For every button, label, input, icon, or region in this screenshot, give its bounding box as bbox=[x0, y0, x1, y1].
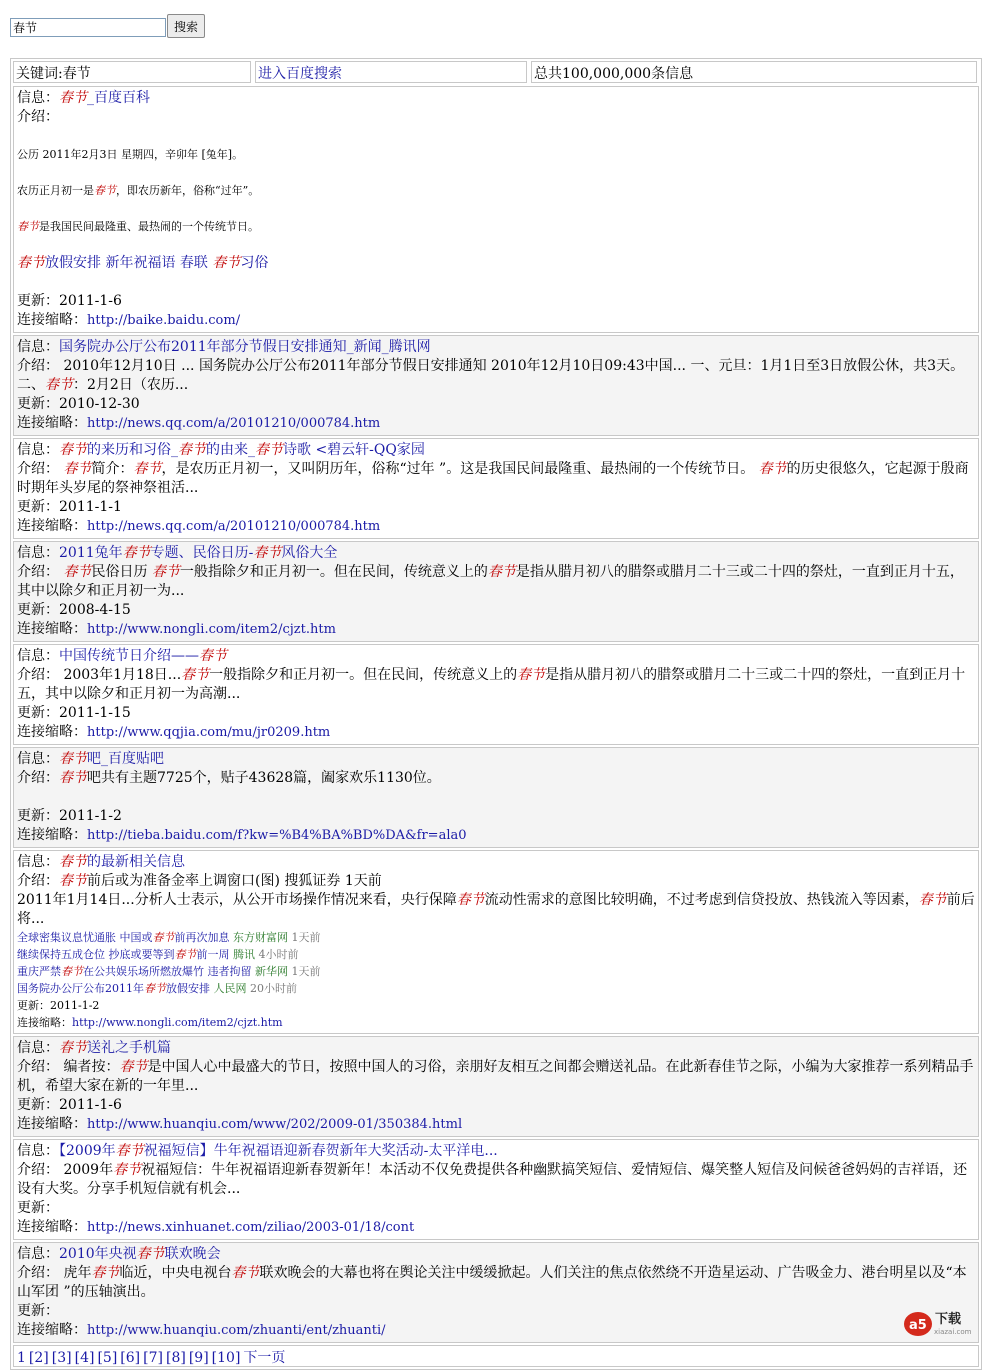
result-title-link[interactable] bbox=[59, 90, 150, 106]
next-page-link[interactable]: 下一页 bbox=[243, 1350, 286, 1366]
field-label: 信息： bbox=[17, 751, 59, 767]
update-date: 2008-4-15 bbox=[59, 602, 131, 618]
keyword-highlight: 春节 bbox=[63, 461, 92, 477]
text-fragment: 虎年 bbox=[59, 1265, 92, 1281]
text-fragment: 祝福短信】牛年祝福语迎新春贺新年大奖活动-太平洋电... bbox=[143, 1143, 498, 1159]
result-title-link[interactable] bbox=[59, 339, 431, 355]
news-item[interactable] bbox=[17, 980, 976, 997]
result-url-line bbox=[17, 517, 976, 536]
result-title-line bbox=[17, 1245, 976, 1264]
field-label: 连接缩略： bbox=[17, 1322, 87, 1338]
page-link[interactable]: [2] bbox=[28, 1350, 49, 1366]
text-fragment: 国务院办公厅公布2011年部分节假日安排通知_新闻_腾讯网 bbox=[59, 339, 431, 355]
text-fragment: 的历史很悠久，它起源于殷商时期年头岁尾的祭神祭祖活... bbox=[17, 461, 969, 496]
text-fragment: 2011年1月14日...分析人士表示，从公开市场操作情况来看，央行保障 bbox=[17, 892, 457, 908]
news-item[interactable] bbox=[17, 946, 976, 963]
field-label: 介绍： bbox=[17, 358, 59, 374]
baidu-search-cell bbox=[255, 61, 527, 83]
spacer bbox=[17, 163, 976, 182]
field-label: 连接缩略： bbox=[17, 1219, 87, 1235]
text-fragment: 前后将... bbox=[17, 892, 975, 927]
result-url[interactable]: http://news.xinhuanet.com/ziliao/2003-01/18/cont bbox=[87, 1220, 415, 1235]
update-date: 2011-1-15 bbox=[59, 705, 131, 721]
text-fragment: 送礼之手机篇 bbox=[87, 1040, 171, 1056]
news-source: 东方财富网 bbox=[233, 931, 288, 944]
result-title-link[interactable] bbox=[59, 751, 164, 767]
result-url-line bbox=[17, 311, 976, 330]
page-link[interactable]: [5] bbox=[97, 1350, 118, 1366]
field-label: 连接缩略： bbox=[17, 1116, 87, 1132]
field-label: 介绍： bbox=[17, 564, 59, 580]
result-url-line bbox=[17, 1115, 976, 1134]
page-link[interactable]: [3] bbox=[51, 1350, 72, 1366]
text-fragment: 放假安排 新年祝福语 春联 bbox=[45, 255, 213, 271]
field-label: 信息： bbox=[17, 1040, 59, 1056]
field-label: 连接缩略： bbox=[17, 415, 87, 431]
text-fragment: 一般指除夕和正月初一。但在民间，传统意义上的 bbox=[179, 564, 488, 580]
news-source: 腾讯 bbox=[233, 948, 255, 961]
page-link[interactable]: [7] bbox=[143, 1350, 163, 1366]
result-intro bbox=[17, 1264, 976, 1302]
update-date: 2011-1-6 bbox=[59, 1097, 122, 1113]
result-title-line bbox=[17, 441, 976, 460]
result-intro bbox=[17, 357, 976, 395]
keyword-highlight: 春节 bbox=[119, 1059, 148, 1075]
news-age: 1天前 bbox=[340, 873, 382, 889]
result-item bbox=[13, 438, 979, 539]
text-fragment: 放假安排 bbox=[166, 982, 214, 995]
text-fragment: 农历正月初一是 bbox=[17, 184, 94, 197]
keyword-highlight: 春节 bbox=[151, 564, 180, 580]
pagination bbox=[13, 1345, 979, 1367]
keyword-highlight: 春节 bbox=[212, 255, 241, 271]
field-label: 信息： bbox=[17, 442, 59, 458]
field-label: 信息： bbox=[17, 854, 59, 870]
page-link[interactable]: [4] bbox=[74, 1350, 95, 1366]
keyword-highlight: 春节 bbox=[59, 442, 87, 458]
result-date bbox=[17, 807, 976, 826]
result-title-line bbox=[17, 853, 976, 872]
update-date: 2011-1-1 bbox=[59, 499, 122, 515]
result-title-line bbox=[17, 338, 976, 357]
text-fragment: 是指从腊月初八的腊祭或腊月二十三或二十四的祭灶，一直到正月十五，其中以除夕和正月初一为... bbox=[17, 564, 964, 599]
result-title-line bbox=[17, 1142, 976, 1161]
spacer bbox=[17, 273, 976, 292]
text-fragment: 的由来_ bbox=[206, 442, 255, 458]
result-date bbox=[17, 292, 976, 311]
field-label: 更新： bbox=[17, 499, 59, 515]
keyword-label: 关键词:春节 bbox=[13, 61, 251, 83]
keyword-highlight: 春节 bbox=[231, 1265, 260, 1281]
result-url[interactable]: http://tieba.baidu.com/f?kw=%B4%BA%BD%DA&fr=ala0 bbox=[87, 828, 467, 843]
keyword-highlight: 春节 bbox=[758, 461, 787, 477]
text-fragment: _百度百科 bbox=[87, 90, 150, 106]
result-title-link[interactable] bbox=[59, 545, 337, 561]
text-fragment: 在公共娱乐场所燃放爆竹 违者拘留 bbox=[83, 965, 255, 978]
field-label: 介绍： bbox=[17, 873, 59, 889]
text-fragment: 是中国人心中最盛大的节日，按照中国人的习俗，亲朋好友相互之间都会赠送礼品。在此新春佳节之际，小编为大家推荐一系列精品手机，希望大家在新的一年里... bbox=[17, 1059, 974, 1094]
keyword-highlight: 春节 bbox=[199, 648, 227, 664]
result-date bbox=[17, 1096, 976, 1115]
text-fragment: 国务院办公厅公布2011年 bbox=[17, 982, 144, 995]
keyword-highlight: 春节 bbox=[115, 1143, 144, 1159]
related-links[interactable] bbox=[17, 254, 976, 273]
update-date: 2011-1-6 bbox=[59, 293, 122, 309]
result-intro bbox=[17, 1161, 976, 1199]
field-label: 连接缩略： bbox=[17, 621, 87, 637]
text-fragment: 公历 2011年2月3日 星期四，辛卯年 [兔年]。 bbox=[17, 148, 244, 161]
field-label: 信息： bbox=[17, 1143, 59, 1159]
result-title-link[interactable] bbox=[59, 854, 185, 870]
keyword-highlight: 春节 bbox=[59, 90, 87, 106]
result-date bbox=[17, 704, 976, 723]
keyword-highlight: 春节 bbox=[59, 751, 87, 767]
result-item bbox=[13, 86, 979, 333]
result-title-link[interactable] bbox=[59, 1143, 498, 1159]
result-url[interactable]: http://baike.baidu.com/ bbox=[87, 313, 241, 328]
keyword-highlight: 春节 bbox=[136, 1246, 165, 1262]
result-title-line bbox=[17, 544, 976, 563]
result-url[interactable]: http://www.huanqiu.com/zhuanti/ent/zhuanti/ bbox=[87, 1323, 386, 1338]
news-item[interactable] bbox=[17, 929, 976, 946]
result-intro bbox=[17, 1058, 976, 1096]
text-fragment: ：2月2日（农历... bbox=[73, 377, 189, 393]
news-age: 20小时前 bbox=[246, 982, 297, 995]
result-date bbox=[17, 395, 976, 414]
text-fragment: 一般指除夕和正月初一。但在民间，传统意义上的 bbox=[209, 667, 518, 683]
result-url[interactable]: http://news.qq.com/a/20101210/000784.htm bbox=[87, 416, 381, 431]
keyword-highlight: 春节 bbox=[487, 564, 516, 580]
keyword-highlight: 春节 bbox=[59, 1040, 87, 1056]
result-intro-line bbox=[17, 108, 976, 127]
spacer bbox=[17, 235, 976, 254]
result-list bbox=[11, 86, 981, 1343]
text-fragment: 2009年 bbox=[59, 1162, 114, 1178]
text-fragment: 是指从腊月初八的腊祭或腊月二十三或二十四的祭灶，一直到正月十五，其中以除夕和正月初一为高潮... bbox=[17, 667, 966, 702]
result-title-line bbox=[17, 750, 976, 769]
news-source: 搜狐证券 bbox=[284, 873, 341, 889]
field-label: 更新： bbox=[17, 602, 59, 618]
text-fragment: 【2009年 bbox=[59, 1143, 116, 1159]
result-title-link[interactable] bbox=[59, 1040, 171, 1056]
text-fragment: 风俗大全 bbox=[281, 545, 338, 561]
field-label: 更新： bbox=[17, 999, 50, 1012]
text-fragment: 民俗日历 bbox=[91, 564, 152, 580]
result-url[interactable]: http://www.huanqiu.com/www/202/2009-01/350384.html bbox=[87, 1117, 463, 1132]
text-fragment: 的最新相关信息 bbox=[87, 854, 185, 870]
field-label: 更新： bbox=[17, 1303, 59, 1319]
results-table bbox=[10, 58, 982, 1370]
spacer bbox=[17, 127, 976, 146]
text-fragment: 2010年央视 bbox=[59, 1246, 137, 1262]
result-item bbox=[13, 850, 979, 1034]
field-label: 介绍： bbox=[17, 1059, 59, 1075]
field-label: 信息： bbox=[17, 648, 59, 664]
result-date bbox=[17, 498, 976, 517]
field-label: 介绍： bbox=[17, 461, 59, 477]
text-fragment: 祝福短信：牛年祝福语迎新春贺新年！本活动不仅免费提供各种幽默搞笑短信、爱情短信、爆笑整人短信及问候爸爸妈妈的吉祥语，还设有大奖。分享手机短信就有机会... bbox=[17, 1162, 968, 1197]
result-intro bbox=[17, 666, 976, 704]
text-fragment: 习俗 bbox=[240, 255, 269, 271]
result-item bbox=[13, 541, 979, 642]
keyword-highlight: 春节 bbox=[94, 184, 116, 197]
result-url-line bbox=[17, 723, 976, 742]
search-input[interactable] bbox=[10, 18, 166, 37]
field-label: 介绍： bbox=[17, 109, 59, 125]
field-label: 连接缩略： bbox=[17, 1016, 72, 1029]
result-intro bbox=[17, 460, 976, 498]
result-url-line bbox=[17, 1321, 976, 1340]
result-date bbox=[17, 601, 976, 620]
field-label: 信息： bbox=[17, 90, 59, 106]
result-url-line bbox=[17, 826, 976, 845]
news-age: 4小时前 bbox=[255, 948, 299, 961]
text-fragment: 吧共有主题7725个，贴子43628篇，阖家欢乐1130位。 bbox=[87, 770, 441, 786]
search-button[interactable]: 搜索 bbox=[167, 14, 205, 38]
result-title-line bbox=[17, 89, 976, 108]
update-date: 2011-1-2 bbox=[59, 808, 122, 824]
spacer bbox=[17, 199, 976, 218]
result-date bbox=[17, 1302, 976, 1321]
field-label: 介绍： bbox=[17, 1265, 59, 1281]
news-age: 1天前 bbox=[288, 965, 321, 978]
result-intro bbox=[17, 769, 976, 788]
field-label: 信息： bbox=[17, 545, 59, 561]
text-fragment: 吧_百度贴吧 bbox=[87, 751, 164, 767]
baidu-search-link[interactable]: 进入百度搜索 bbox=[258, 66, 342, 82]
text-fragment: 专题、民俗日历- bbox=[150, 545, 254, 561]
result-date bbox=[17, 1199, 976, 1218]
result-url-line bbox=[17, 620, 976, 639]
text-fragment: 前后或为准备金率上调窗口(图) bbox=[87, 873, 285, 889]
result-intro bbox=[17, 563, 976, 601]
field-label: 介绍： bbox=[17, 770, 59, 786]
text-fragment: 2003年1月18日... bbox=[59, 667, 182, 683]
page-link[interactable]: [10] bbox=[211, 1350, 241, 1366]
field-label: 更新： bbox=[17, 293, 59, 309]
result-intro bbox=[17, 872, 976, 891]
result-url-line bbox=[17, 414, 976, 433]
result-date bbox=[17, 997, 976, 1014]
news-age: 1天前 bbox=[288, 931, 321, 944]
keyword-highlight: 春节 bbox=[113, 1162, 142, 1178]
text-fragment: 临近，中央电视台 bbox=[119, 1265, 232, 1281]
keyword-highlight: 春节 bbox=[178, 442, 206, 458]
keyword-highlight: 春节 bbox=[91, 1265, 120, 1281]
spacer bbox=[17, 788, 976, 807]
keyword-highlight: 春节 bbox=[17, 255, 45, 271]
result-title-link[interactable] bbox=[59, 1246, 221, 1262]
text-fragment: 编者按： bbox=[59, 1059, 120, 1075]
total-count: 总共100,000,000条信息 bbox=[531, 61, 977, 83]
result-item bbox=[13, 1036, 979, 1137]
watermark-text: 下载 bbox=[935, 1312, 962, 1327]
text-fragment: 全球密集议息忧通胀 中国或 bbox=[17, 931, 153, 944]
result-extra bbox=[17, 891, 976, 929]
result-item bbox=[13, 747, 979, 848]
result-item bbox=[13, 1139, 979, 1240]
text-fragment: 联欢晚会的大幕也将在舆论关注中缓缓掀起。人们关注的焦点依然绕不开造星运动、广告吸金力、港台明星以及“本山军团 ”的压轴演出。 bbox=[17, 1265, 967, 1300]
page-link[interactable]: [8] bbox=[165, 1350, 186, 1366]
keyword-highlight: 春节 bbox=[152, 931, 175, 944]
result-url-line bbox=[17, 1014, 976, 1031]
a5-logo-icon bbox=[903, 1308, 983, 1338]
text-fragment: 2011兔年 bbox=[59, 545, 123, 561]
watermark-logo bbox=[903, 1308, 983, 1338]
news-item[interactable] bbox=[17, 963, 976, 980]
text-fragment: 前再次加息 bbox=[174, 931, 233, 944]
keyword-highlight: 春节 bbox=[59, 854, 87, 870]
keyword-highlight: 春节 bbox=[17, 220, 39, 233]
keyword-highlight: 春节 bbox=[174, 948, 197, 961]
update-date: 2011-1-2 bbox=[50, 999, 100, 1012]
intro-paragraph bbox=[17, 182, 976, 199]
field-label: 连接缩略： bbox=[17, 312, 87, 328]
keyword-highlight: 春节 bbox=[253, 545, 282, 561]
result-url-line bbox=[17, 1218, 976, 1237]
field-label: 更新： bbox=[17, 1200, 59, 1216]
result-title-line bbox=[17, 1039, 976, 1058]
keyword-highlight: 春节 bbox=[255, 442, 283, 458]
keyword-highlight: 春节 bbox=[133, 461, 162, 477]
news-source: 新华网 bbox=[255, 965, 288, 978]
keyword-highlight: 春节 bbox=[517, 667, 546, 683]
result-title-line bbox=[17, 647, 976, 666]
keyword-highlight: 春节 bbox=[456, 892, 485, 908]
text-fragment: 继续保持五成仓位 抄底或要等到 bbox=[17, 948, 175, 961]
keyword-highlight: 春节 bbox=[59, 873, 87, 889]
keyword-highlight: 春节 bbox=[59, 770, 87, 786]
text-fragment: ，是农历正月初一，又叫阴历年，俗称“过年 ”。这是我国民间最隆重、最热闹的一个传统节日。 bbox=[161, 461, 759, 477]
result-title-link[interactable] bbox=[59, 442, 425, 458]
watermark-logo-text: a5 bbox=[909, 1318, 927, 1333]
keyword-highlight: 春节 bbox=[45, 377, 73, 393]
keyword-highlight: 春节 bbox=[61, 965, 83, 978]
result-item bbox=[13, 1242, 979, 1343]
results-header bbox=[11, 59, 981, 86]
result-url[interactable]: http://news.qq.com/a/20101210/000784.htm bbox=[87, 519, 381, 534]
field-label: 连接缩略： bbox=[17, 827, 87, 843]
field-label: 连接缩略： bbox=[17, 724, 87, 740]
result-item bbox=[13, 335, 979, 436]
keyword-highlight: 春节 bbox=[181, 667, 210, 683]
field-label: 信息： bbox=[17, 339, 59, 355]
keyword-highlight: 春节 bbox=[122, 545, 151, 561]
result-url[interactable]: http://www.qqjia.com/mu/jr0209.htm bbox=[87, 725, 331, 740]
text-fragment: 重庆严禁 bbox=[17, 965, 61, 978]
watermark-domain: xiazai.com bbox=[934, 1328, 972, 1336]
result-item bbox=[13, 644, 979, 745]
field-label: 介绍： bbox=[17, 1162, 59, 1178]
keyword-highlight: 春节 bbox=[63, 564, 92, 580]
field-label: 介绍： bbox=[17, 667, 59, 683]
page-link[interactable]: [9] bbox=[188, 1350, 209, 1366]
field-label: 更新： bbox=[17, 396, 59, 412]
text-fragment: 的来历和习俗_ bbox=[87, 442, 178, 458]
text-fragment: 中国传统节日介绍—— bbox=[59, 648, 199, 664]
text-fragment: 流动性需求的意图比较明确，不过考虑到信贷投放、热钱流入等因素， bbox=[484, 892, 919, 908]
result-url[interactable]: http://www.nongli.com/item2/cjzt.htm bbox=[72, 1016, 283, 1029]
field-label: 信息： bbox=[17, 1246, 59, 1262]
text-fragment: 诗歌 <碧云轩-QQ家园 bbox=[283, 442, 425, 458]
result-url[interactable]: http://www.nongli.com/item2/cjzt.htm bbox=[87, 622, 336, 637]
intro-paragraph bbox=[17, 146, 976, 163]
keyword-highlight: 春节 bbox=[918, 892, 947, 908]
text-fragment: 是我国民间最隆重、最热闹的一个传统节日。 bbox=[39, 220, 259, 233]
text-fragment: ，即农历新年，俗称“过年”。 bbox=[116, 184, 260, 197]
field-label: 更新： bbox=[17, 1097, 59, 1113]
field-label: 更新： bbox=[17, 808, 59, 824]
field-label: 更新： bbox=[17, 705, 59, 721]
page-link[interactable]: [6] bbox=[120, 1350, 141, 1366]
text-fragment: 前一周 bbox=[196, 948, 233, 961]
text-fragment: 简介： bbox=[91, 461, 134, 477]
text-fragment: 联欢晚会 bbox=[164, 1246, 221, 1262]
update-date: 2010-12-30 bbox=[59, 396, 140, 412]
keyword-highlight: 春节 bbox=[144, 982, 166, 995]
result-title-link[interactable] bbox=[59, 648, 227, 664]
page-link[interactable]: 1 bbox=[17, 1350, 26, 1366]
text-fragment: 2010年12月10日 ... 国务院办公厅公布2011年部分节假日安排通知 2010年12月10日09:43中国... 一、元旦：1月1日至3日放假公休，共3天。 二、 bbox=[17, 358, 965, 393]
field-label: 连接缩略： bbox=[17, 518, 87, 534]
news-source: 人民网 bbox=[213, 982, 247, 995]
intro-paragraph bbox=[17, 218, 976, 235]
